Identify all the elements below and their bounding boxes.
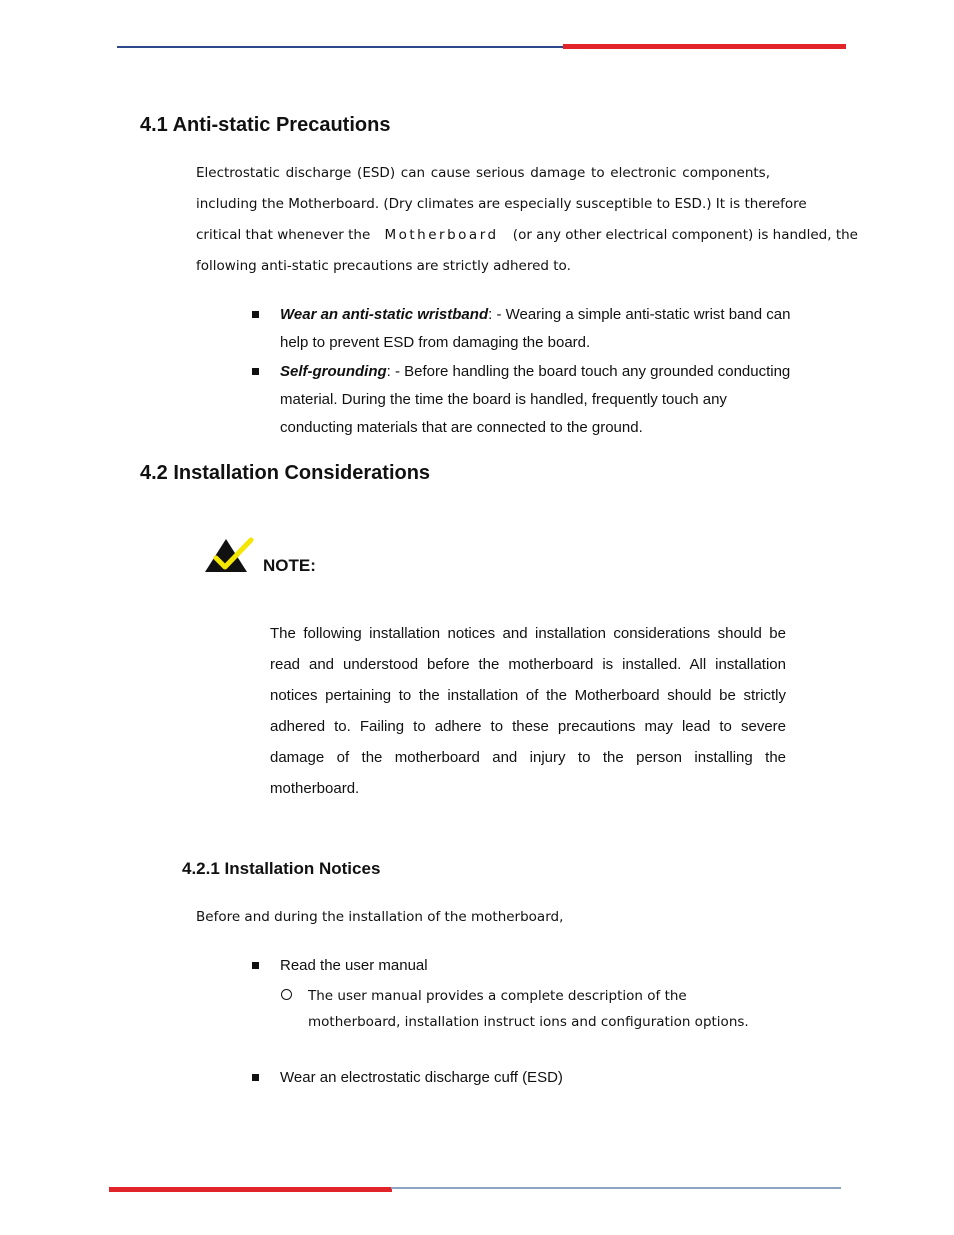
bullet-text: help to prevent ESD from damaging the board. (280, 334, 591, 351)
bullet-text: : - Before handling the board touch any grounded conducting (386, 363, 791, 380)
sub-item-text: motherboard, installation instruct ions and configuration options. (308, 1014, 749, 1030)
list-item (252, 952, 812, 980)
list-item (252, 301, 812, 357)
intro-line-3-part-a: critical that whenever the (196, 227, 371, 243)
intro-line-3-part-b: (or any other electrical component) is handled, the (512, 227, 858, 243)
note-line: damage of the motherboard and injury to the person installing the (270, 749, 786, 766)
bullet-text: conducting materials that are connected to the ground. (280, 419, 643, 436)
square-bullet-icon (252, 368, 259, 375)
circle-bullet-icon (281, 989, 292, 1000)
intro-line-2: including the Motherboard. (Dry climates are especially susceptible to ESD.) It is therefore (196, 196, 807, 212)
note-line: read and understood before the motherboard is installed. All installation (270, 656, 786, 673)
sub-list-item (281, 983, 749, 1035)
footer-rule-red (109, 1187, 392, 1192)
intro-line-3 (196, 220, 858, 251)
header-rule-blue (117, 46, 564, 48)
square-bullet-icon (252, 962, 259, 969)
square-bullet-icon (252, 1074, 259, 1081)
section-title-4-2-1: 4.2.1 Installation Notices (182, 859, 381, 878)
anti-static-bullet-list (252, 301, 812, 442)
notices-intro: Before and during the installation of the motherboard, (196, 909, 564, 925)
esd-intro-paragraph (196, 158, 858, 282)
bullet-term: Self-grounding (280, 363, 387, 380)
intro-motherboard-word: Motherboard (384, 227, 499, 243)
note-line: adhered to. Failing to adhere to these precautions may lead to severe (270, 718, 786, 735)
bullet-text: material. During the time the board is handled, frequently touch any (280, 391, 727, 408)
notices-bullet-list-2 (252, 1064, 812, 1092)
note-line: notices pertaining to the installation of the Motherboard should be strictly (270, 687, 786, 704)
bullet-text: Wear an electrostatic discharge cuff (ESD) (280, 1069, 563, 1086)
section-title-4-2: 4.2 Installation Considerations (140, 462, 431, 484)
note-line: The following installation notices and installation considerations should be (270, 625, 786, 642)
intro-line-4: following anti-static precautions are strictly adhered to. (196, 258, 571, 274)
square-bullet-icon (252, 311, 259, 318)
header-rule-red (563, 44, 846, 49)
list-item (252, 1064, 812, 1092)
note-line: motherboard. (270, 780, 360, 797)
notices-bullet-list-1 (252, 952, 812, 980)
sub-item-text: The user manual provides a complete description of the (308, 988, 687, 1004)
note-paragraph (270, 618, 786, 804)
footer-rule-blue (391, 1187, 841, 1189)
intro-line-1: Electrostatic discharge (ESD) can cause serious damage to electronic components, (196, 165, 770, 181)
bullet-text: Read the user manual (280, 957, 428, 974)
note-check-icon (204, 536, 254, 574)
list-item (252, 358, 812, 442)
bullet-text: : - Wearing a simple anti-static wrist band can (488, 306, 791, 323)
section-title-4-1: 4.1 Anti-static Precautions (140, 114, 391, 136)
note-label: NOTE: (263, 556, 316, 575)
bullet-term: Wear an anti-static wristband (280, 306, 489, 323)
